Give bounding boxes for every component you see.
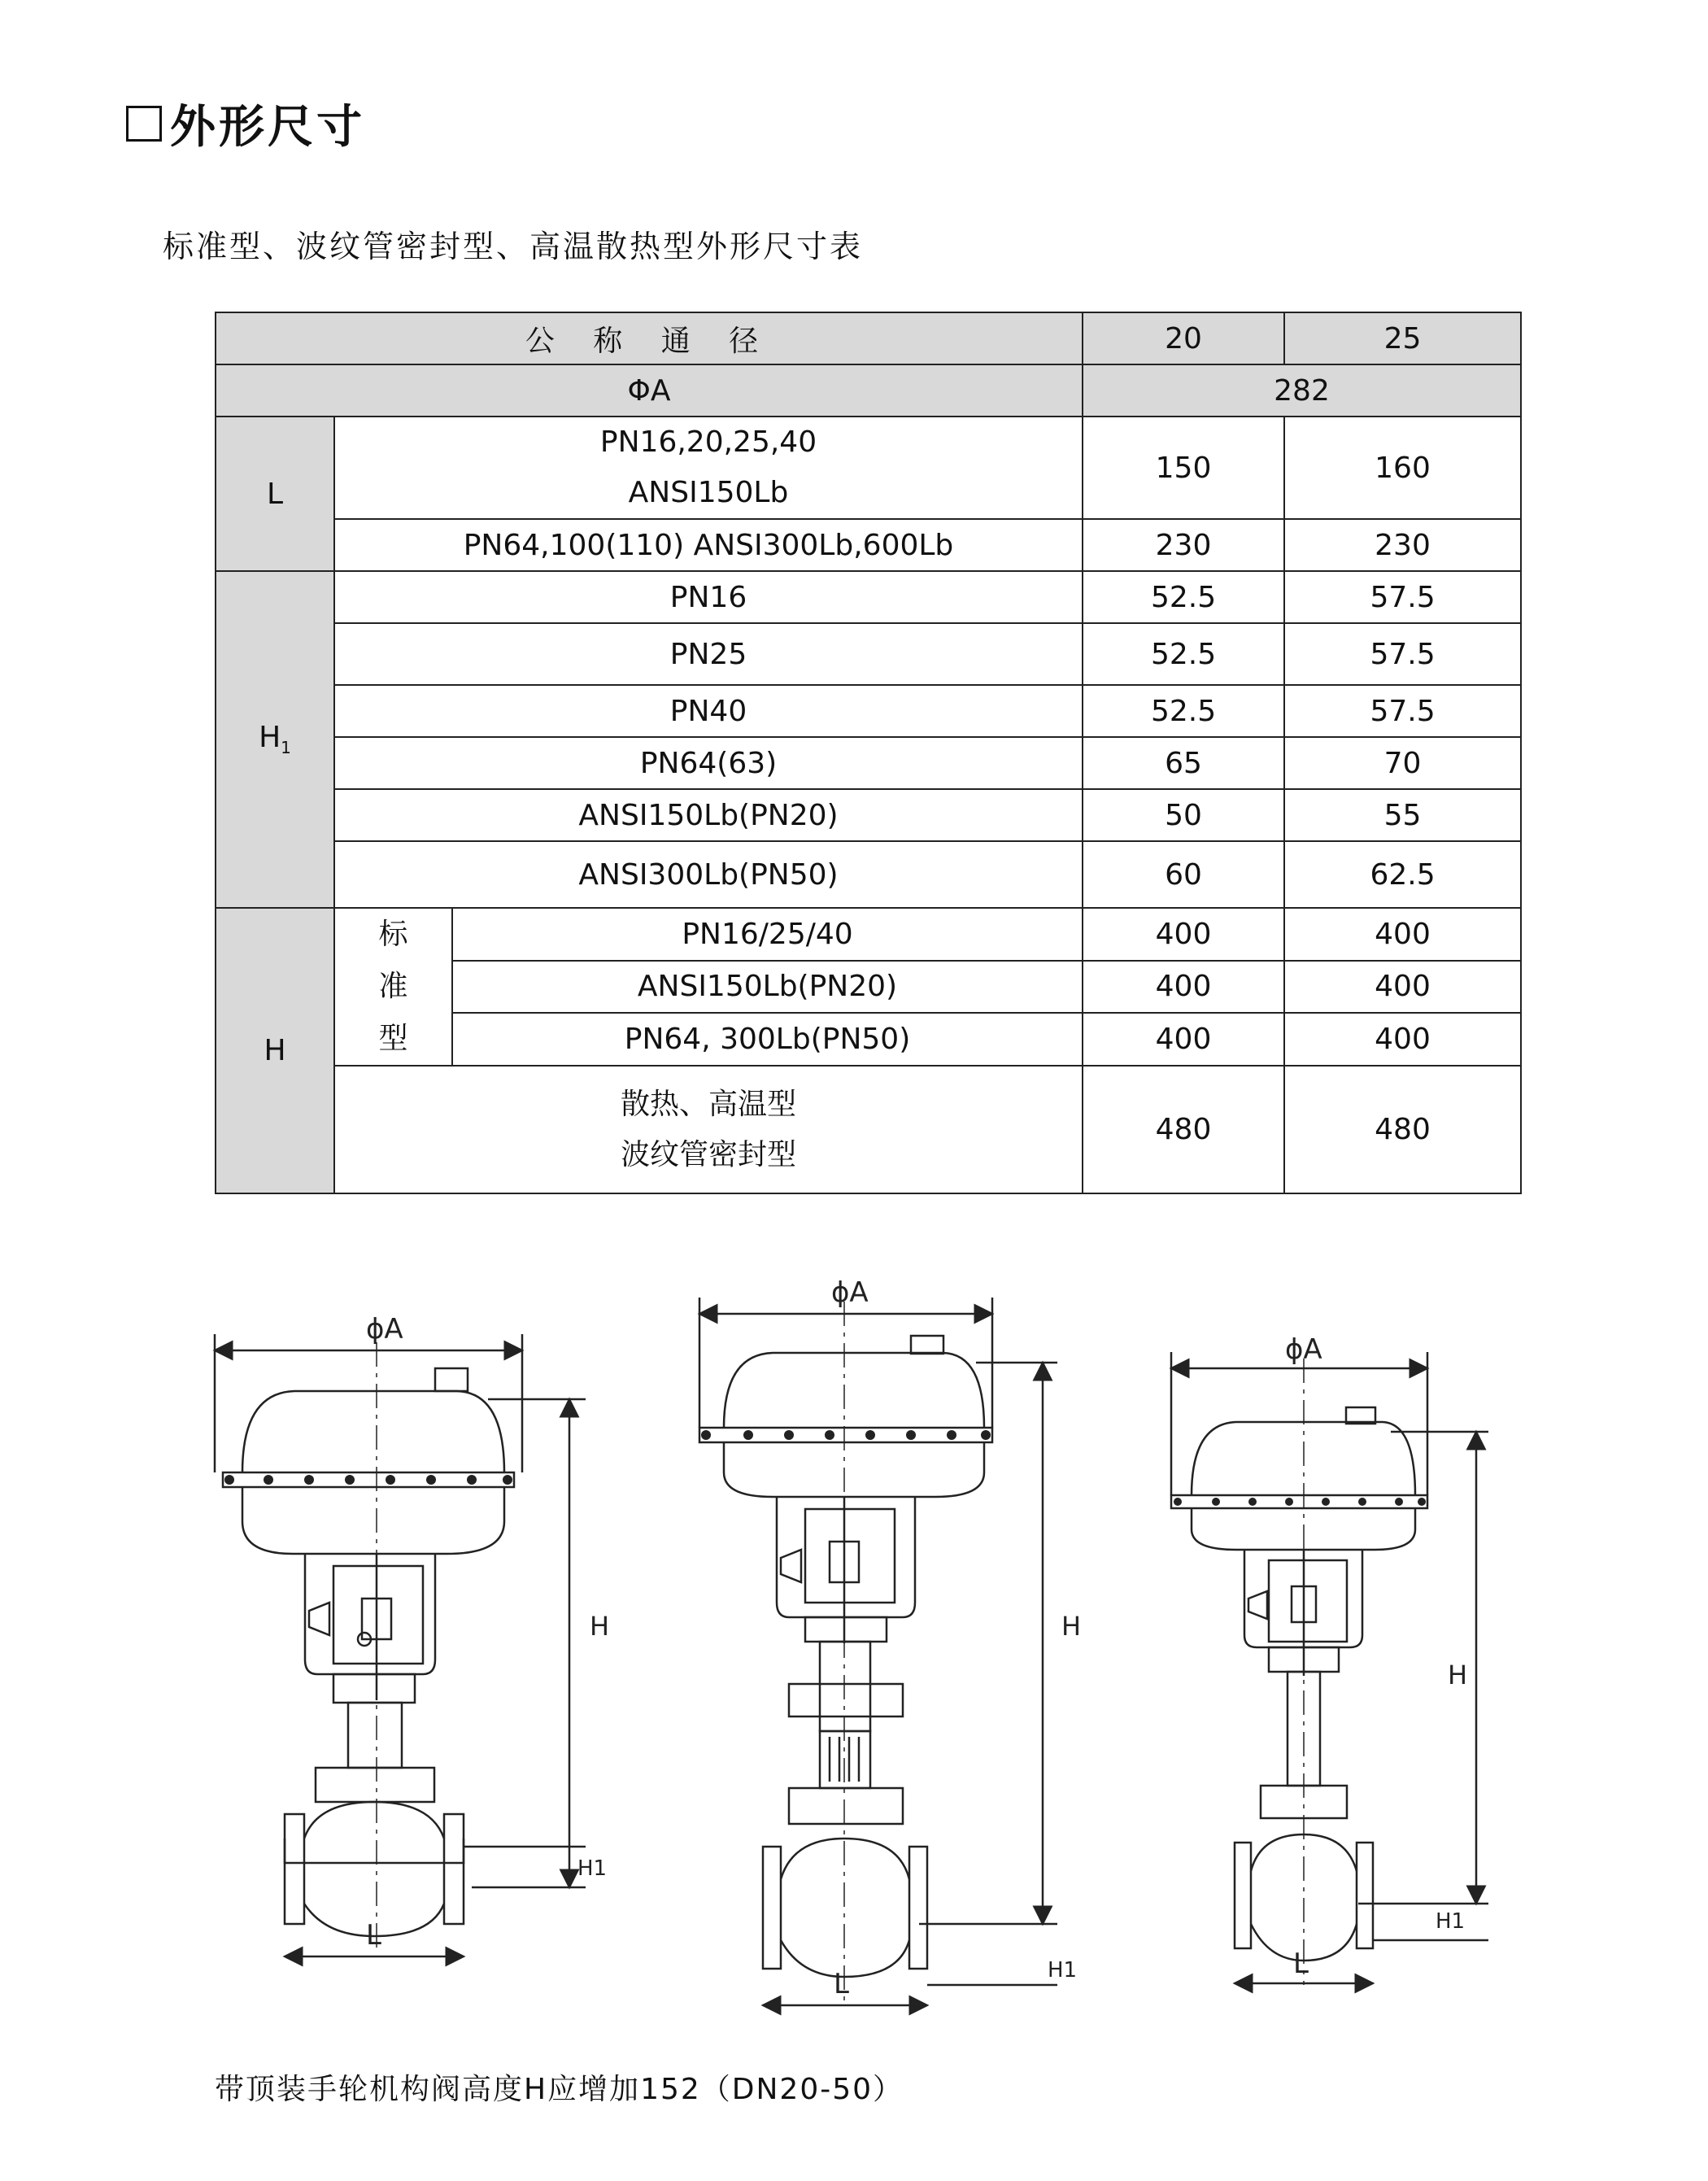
high-temperature-valve-drawing (1171, 1352, 1488, 1985)
H-value-25: 400 (1284, 908, 1521, 961)
L-value-25: 230 (1284, 519, 1521, 571)
size-20-header: 20 (1083, 312, 1284, 364)
H1-value-25: 70 (1284, 737, 1521, 789)
footnote: 带顶装手轮机构阀高度H应增加152（DN20-50） (215, 2073, 904, 2106)
H1-value-25: 57.5 (1284, 571, 1521, 623)
H-condition-cell: PN64, 300Lb(PN50) (452, 1013, 1083, 1066)
table-row (216, 1066, 1521, 1193)
H1-value-20: 60 (1083, 841, 1284, 908)
special-type-line2: 波纹管密封型 (621, 1137, 797, 1171)
drawing3-L-label: L (1293, 1948, 1309, 1980)
H1-value-25: 57.5 (1284, 685, 1521, 737)
H1-value-25: 62.5 (1284, 841, 1521, 908)
table-row (216, 841, 1521, 908)
H1-condition-cell: PN16 (334, 571, 1083, 623)
L-value-25: 160 (1284, 417, 1521, 519)
H-condition-cell: PN16/25/40 (452, 908, 1083, 961)
H-value-20: 400 (1083, 1013, 1284, 1066)
drawing2-H1-label: H1 (1048, 1958, 1078, 1983)
drawing2-L-label: L (834, 1968, 849, 2000)
L-condition-cell (334, 417, 1083, 519)
drawing1-phiA-label: ϕA (366, 1313, 403, 1346)
L-condition-line1: PN16,20,25,40 (599, 425, 817, 459)
H-label: H (216, 908, 334, 1193)
H1-condition-cell: ANSI150Lb(PN20) (334, 789, 1083, 841)
H1-value-20: 65 (1083, 737, 1284, 789)
extended-valve-drawing (699, 1298, 1057, 2005)
drawing3-phiA-label: ϕA (1285, 1333, 1322, 1366)
H1-condition-cell: PN40 (334, 685, 1083, 737)
drawing1-H1-label: H1 (577, 1856, 608, 1881)
standard-type-char: 标 (378, 918, 408, 951)
drawing1-H-label: H (590, 1611, 610, 1642)
table-row (216, 571, 1521, 623)
H1-value-20: 52.5 (1083, 623, 1284, 685)
standard-type-label (334, 908, 452, 1066)
table-header-row (216, 312, 1521, 364)
L-value-20: 230 (1083, 519, 1284, 571)
H1-value-20: 52.5 (1083, 685, 1284, 737)
standard-valve-drawing (215, 1334, 586, 1956)
L-label: L (216, 417, 334, 571)
H-value-20: 400 (1083, 961, 1284, 1014)
table-row (216, 623, 1521, 685)
phiA-label: ΦA (216, 364, 1083, 417)
H1-condition-cell: PN64(63) (334, 737, 1083, 789)
drawing3-H1-label: H1 (1436, 1909, 1466, 1934)
H1-value-20: 50 (1083, 789, 1284, 841)
section-title: 外形尺寸 (170, 101, 365, 154)
H-condition-cell: ANSI150Lb(PN20) (452, 961, 1083, 1014)
H1-value-25: 55 (1284, 789, 1521, 841)
table-caption: 标准型、波纹管密封型、高温散热型外形尺寸表 (163, 229, 864, 264)
H1-condition-cell: PN25 (334, 623, 1083, 685)
dimension-table (215, 312, 1522, 1194)
table-row (216, 417, 1521, 519)
H-value-25: 400 (1284, 1013, 1521, 1066)
L-condition-cell: PN64,100(110) ANSI300Lb,600Lb (334, 519, 1083, 571)
drawing1-L-label: L (366, 1919, 381, 1952)
H-value-25: 480 (1284, 1066, 1521, 1193)
H1-value-25: 57.5 (1284, 623, 1521, 685)
H-special-condition-cell (334, 1066, 1083, 1193)
size-25-header: 25 (1284, 312, 1521, 364)
valve-drawings (163, 1276, 1468, 2034)
drawing2-phiA-label: ϕA (831, 1276, 869, 1309)
H-value-20: 400 (1083, 908, 1284, 961)
H-value-25: 400 (1284, 961, 1521, 1014)
heading-square-icon (126, 106, 162, 142)
phiA-value: 282 (1083, 364, 1521, 417)
standard-type-char: 准 (378, 970, 408, 1003)
standard-type-char: 型 (378, 1022, 408, 1055)
H1-condition-cell: ANSI300Lb(PN50) (334, 841, 1083, 908)
table-row (216, 789, 1521, 841)
drawing3-H-label: H (1448, 1660, 1468, 1690)
L-value-20: 150 (1083, 417, 1284, 519)
table-row (216, 685, 1521, 737)
table-row (216, 737, 1521, 789)
table-row (216, 519, 1521, 571)
table-row (216, 908, 1521, 961)
special-type-line1: 散热、高温型 (621, 1087, 797, 1121)
H-value-20: 480 (1083, 1066, 1284, 1193)
H1-label: $H_1$ (216, 571, 334, 908)
H1-subscript: 1 (281, 738, 291, 758)
drawing2-H-label: H (1061, 1611, 1082, 1642)
H1-value-20: 52.5 (1083, 571, 1284, 623)
nominal-diameter-header: 公 称 通 径 (216, 312, 1083, 364)
phiA-row (216, 364, 1521, 417)
L-condition-line2: ANSI150Lb (628, 476, 789, 509)
section-heading (126, 91, 365, 156)
